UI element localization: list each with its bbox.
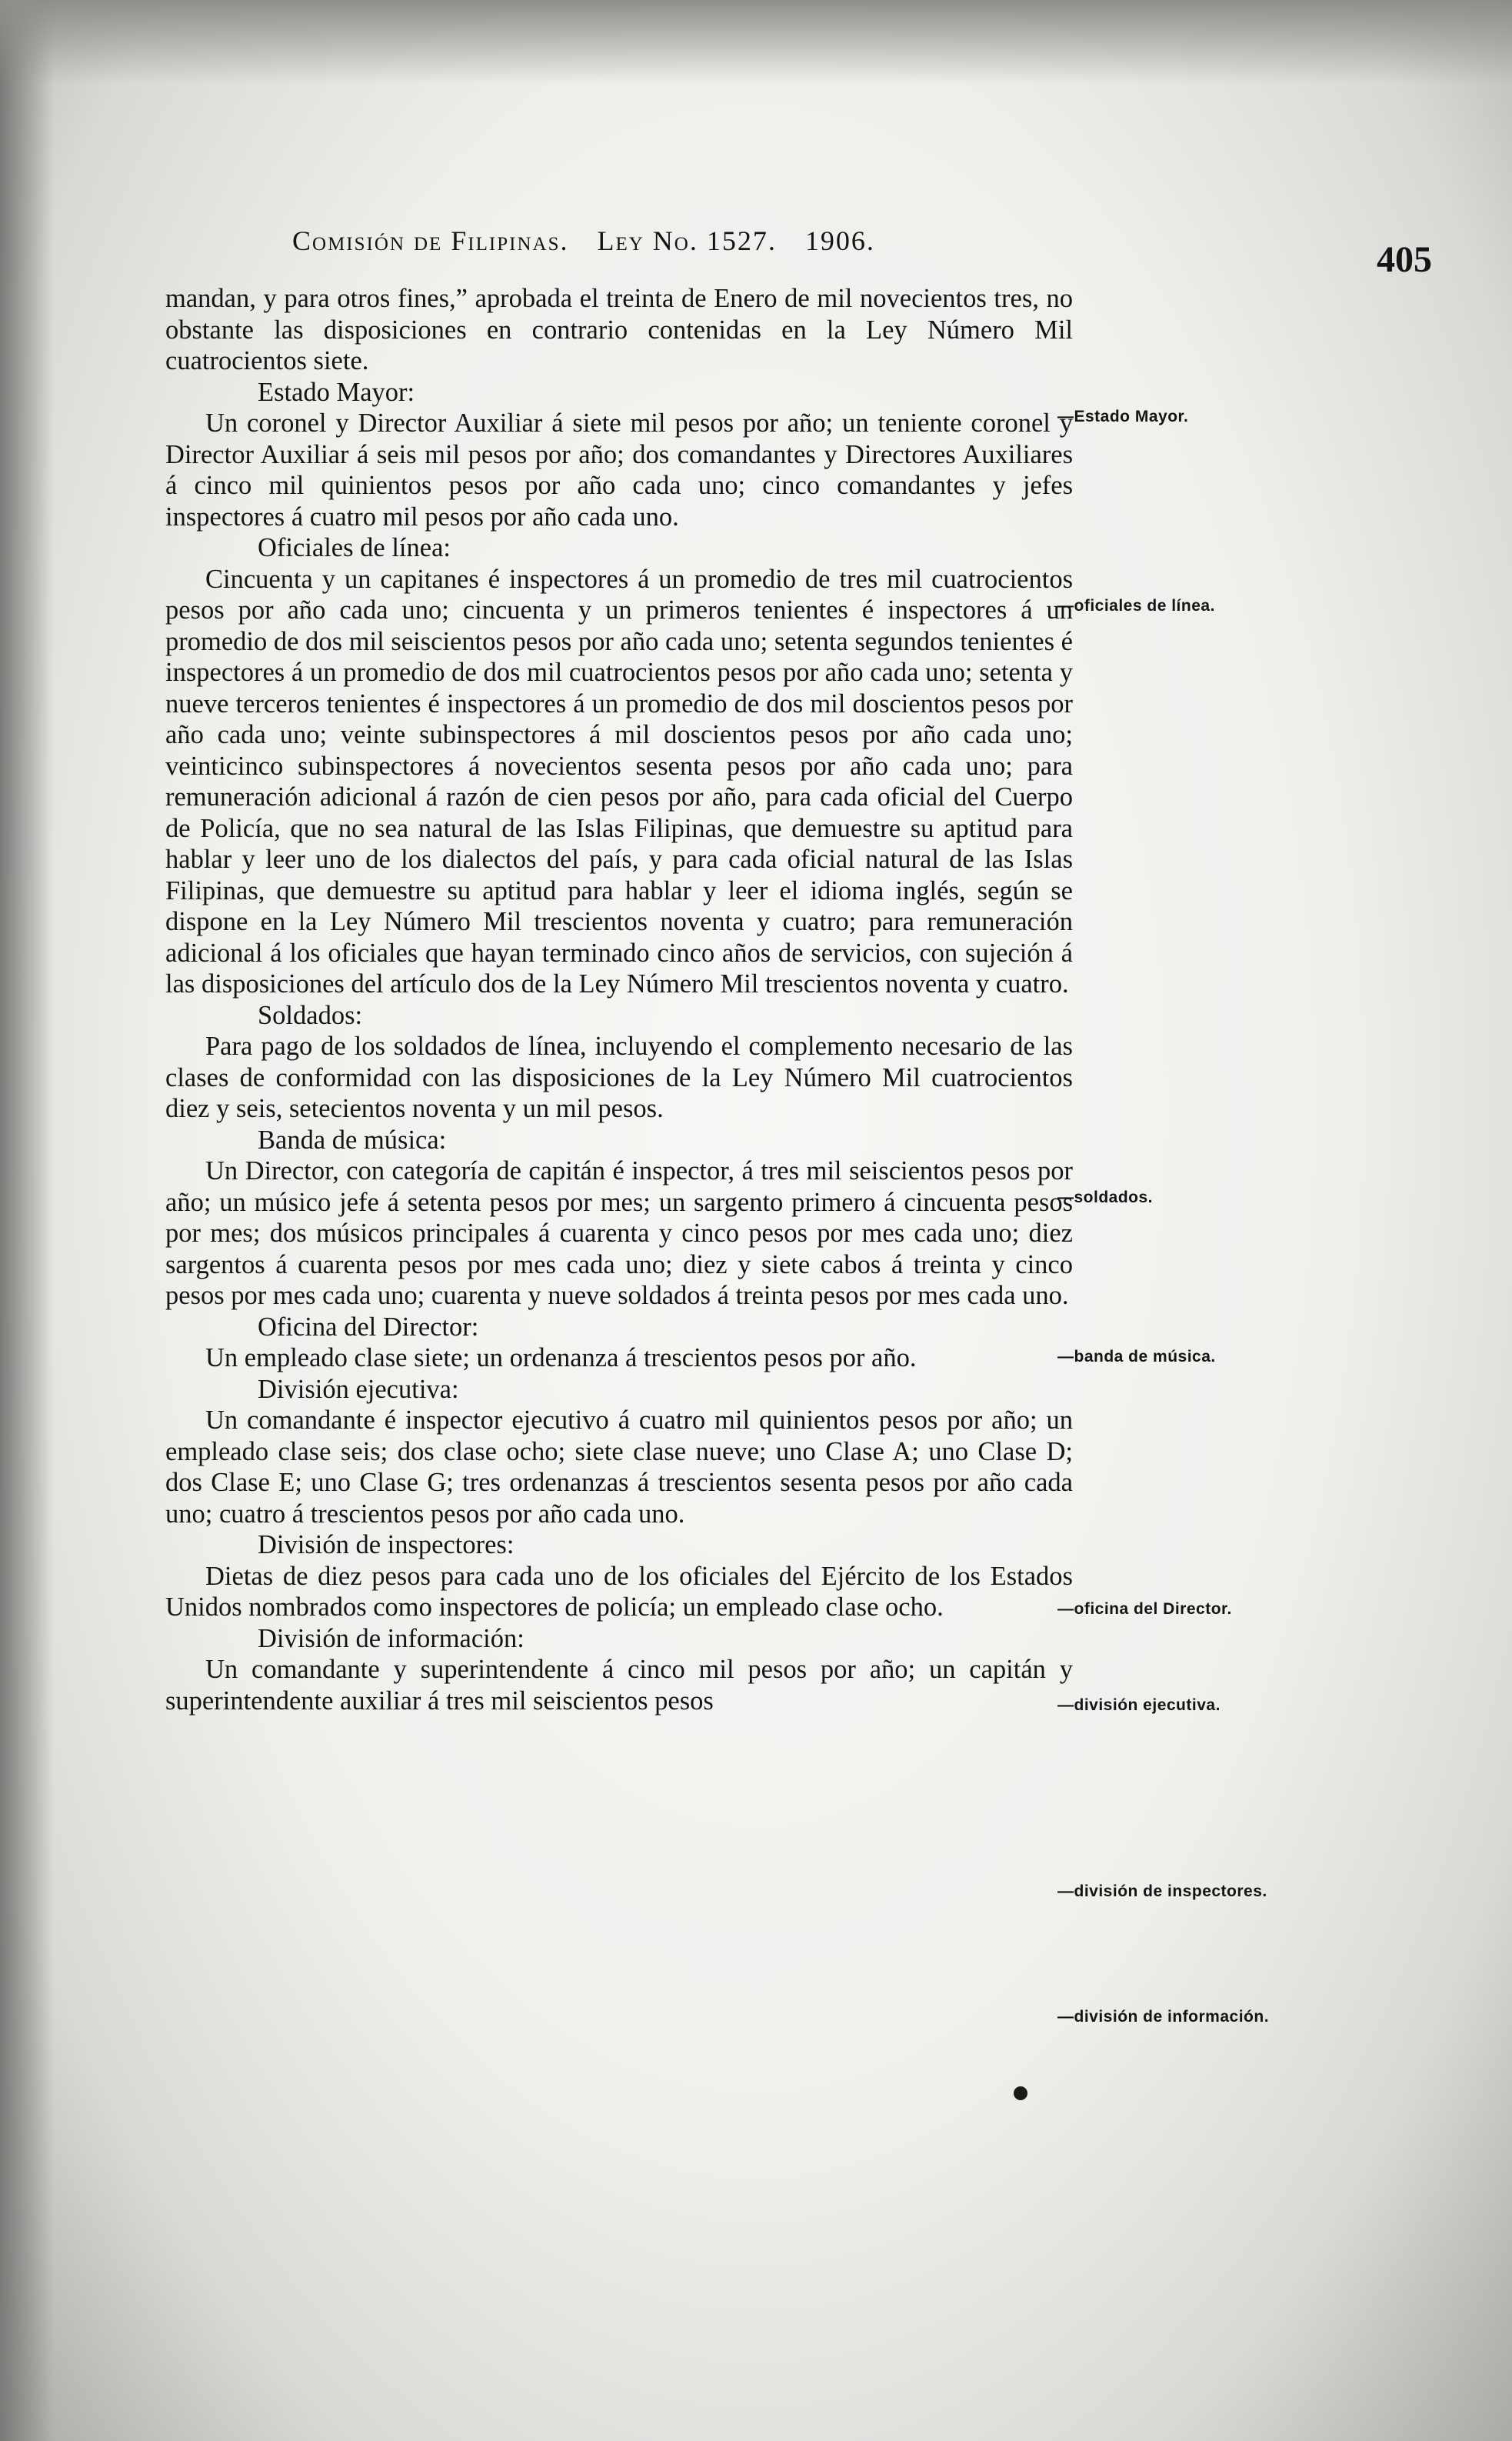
paragraph-banda-de-musica: Un Director, con categoría de capitán é inspector, á tres mil seiscientos pesos por año; un músico jefe á setenta pesos por mes; un sargento primero á cincuenta pesos por mes; dos músicos principales á cuarenta y cinco pesos por mes cada uno; diez sargentos á cuarenta pesos por mes cada uno; diez y siete cabos á treinta y cinco pesos por mes cada uno; cuarenta y nueve soldados á treinta pesos por mes cada uno. — [165, 1156, 1073, 1310]
header-commission: Comisión de Filipinas. — [292, 225, 569, 256]
margin-note-division-de-informacion: —división de información. — [1057, 2008, 1270, 2026]
section-heading-division-de-informacion: División de información: — [258, 1623, 525, 1653]
paragraph-division-de-inspectores: Dietas de diez pesos para cada uno de los oficiales del Ejército de los Estados Unidos nombrados como inspectores de policía; un empleado clase ocho. — [165, 1561, 1073, 1622]
margin-note-oficiales-de-linea: —oficiales de línea. — [1057, 597, 1215, 615]
scan-shadow-top — [0, 0, 1512, 85]
margin-note-oficina-del-director: —oficina del Director. — [1057, 1600, 1232, 1618]
section-heading-oficina-del-director: Oficina del Director: — [258, 1312, 479, 1342]
paragraph-continuation: mandan, y para otros fines,” aprobada el treinta de Enero de mil novecientos tres, no obstante las disposiciones en contrario contenidas en la Ley Número Mil cuatrocientos siete. — [165, 284, 1073, 375]
ink-blot — [1014, 2086, 1027, 2100]
section-heading-estado-mayor: Estado Mayor: — [258, 377, 415, 407]
page-number: 405 — [1377, 239, 1432, 280]
header-year: 1906. — [804, 225, 875, 256]
margin-note-banda-de-musica: —banda de música. — [1057, 1348, 1216, 1366]
running-header — [292, 225, 984, 257]
body-text — [165, 283, 1073, 1716]
paragraph-division-ejecutiva: Un comandante é inspector ejecutivo á cuatro mil quinientos pesos por año; un empleado clase seis; dos clase ocho; siete clase nueve; uno Clase A; uno Clase D; dos Clase E; uno Clase G; tres ordenanzas á trescientos sesenta pesos por año cada uno; cuatro á trescientos pesos por año cada uno. — [165, 1406, 1073, 1529]
margin-note-division-de-inspectores: —división de inspectores. — [1057, 1882, 1267, 1900]
margin-note-estado-mayor: —Estado Mayor. — [1057, 408, 1189, 425]
section-heading-soldados: Soldados: — [258, 1000, 363, 1030]
paragraph-oficiales-de-linea: Cincuenta y un capitanes é inspectores á un promedio de tres mil cuatrocientos pesos por año cada uno; cincuenta y un primeros tenientes é inspectores á un promedio de dos mil seiscientos pesos por año cada uno; setenta segundos tenientes é inspectores á un promedio de dos mil cuatrocientos pesos por año cada uno; setenta y nueve terceros tenientes é inspectores á un promedio de dos mil doscientos pesos por año cada uno; veinte subinspectores á mil doscientos pesos por año cada uno; veinticinco subinspectores á novecientos sesenta pesos por año cada uno; para remuneración adicional á razón de cien pesos por año, para cada oficial del Cuerpo de Policía, que no sea natural de las Islas Filipinas, que demuestre su aptitud para hablar y leer uno de los dialectos del país, y para cada oficial natural de las Islas Filipinas, que demuestre su aptitud para hablar y leer el idioma inglés, según se dispone en la Ley Número Mil trescientos noventa y cuatro; para remuneración adicional á los oficiales que hayan terminado cinco años de servicios, con sujeción á las disposiciones del artículo dos de la Ley Número Mil trescientos noventa y cuatro. — [165, 564, 1073, 999]
paragraph-division-de-informacion: Un comandante y superintendente á cinco mil pesos por año; un capitán y superintendente auxiliar á tres mil seiscientos pesos — [165, 1655, 1073, 1716]
section-heading-division-de-inspectores: División de inspectores: — [258, 1530, 515, 1559]
margin-note-soldados: —soldados. — [1057, 1189, 1154, 1206]
header-law: Ley No. 1527. — [597, 225, 777, 256]
section-heading-division-ejecutiva: División ejecutiva: — [258, 1374, 459, 1404]
scan-shadow-left — [0, 0, 54, 2441]
section-heading-oficiales-de-linea: Oficiales de línea: — [258, 533, 451, 562]
margin-note-division-ejecutiva: —división ejecutiva. — [1057, 1696, 1221, 1714]
paragraph-oficina-del-director: Un empleado clase siete; un ordenanza á trescientos pesos por año. — [205, 1343, 917, 1372]
paragraph-estado-mayor: Un coronel y Director Auxiliar á siete mil pesos por año; un teniente coronel y Director Auxiliar á seis mil pesos por año; dos comandantes y Directores Auxiliares á cinco mil quinientos pesos por año cada uno; cinco comandantes y jefes inspectores á cuatro mil pesos por año cada uno. — [165, 409, 1073, 532]
paragraph-soldados: Para pago de los soldados de línea, incluyendo el complemento necesario de las clases de conformidad con las disposiciones de la Ley Número Mil cuatrocientos diez y seis, setecientos noventa y un mil pesos. — [165, 1032, 1073, 1123]
section-heading-banda-de-musica: Banda de música: — [258, 1125, 447, 1155]
